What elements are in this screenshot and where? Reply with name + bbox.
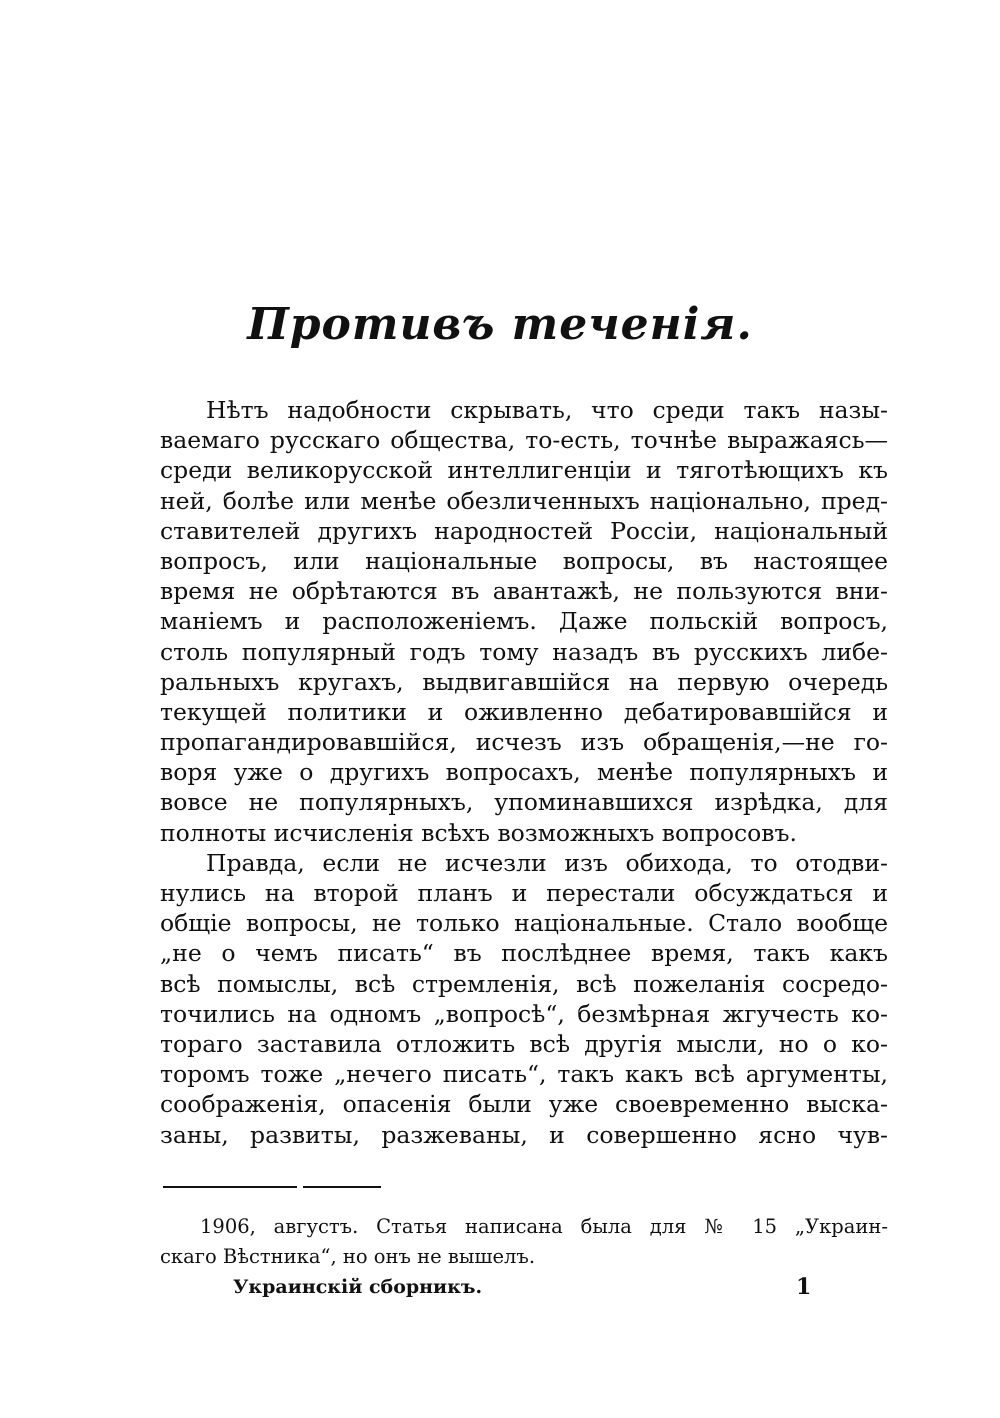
text-line: нулись на второй планъ и перестали обсуждаться и: [160, 879, 888, 907]
text-line: всѣ помыслы, всѣ стремленія, всѣ пожеланія сосредо-: [160, 969, 888, 998]
footnote: [160, 1212, 888, 1272]
text-line: полноты исчисленія всѣхъ возможныхъ вопросовъ.: [160, 818, 797, 847]
footnote-line: 1906, августъ. Статья написана была для № 15 „Украин-: [200, 1215, 888, 1238]
text-line: воря уже о другихъ вопросахъ, менѣе популярныхъ и: [160, 758, 888, 787]
text-line: ставителей другихъ народностей Россіи, національный: [160, 516, 888, 545]
text-line: время не обрѣтаются въ авантажѣ, не пользуются вни-: [160, 577, 888, 606]
text-line: соображенія, опасенія были уже своевременно выска-: [160, 1090, 888, 1119]
text-line: вовсе не популярныхъ, упоминавшихся изрѣдка, для: [160, 788, 888, 817]
text-line: ральныхъ кругахъ, выдвигавшійся на первую очередь: [160, 667, 888, 696]
footnote-line: скаго Вѣстника“, но онъ не вышелъ.: [160, 1245, 536, 1268]
chapter-title: Противъ теченія.: [247, 299, 753, 350]
text-line: столь популярный годъ тому назадъ въ русскихъ либе-: [160, 637, 888, 666]
signature-mark: Украинскій сборникъ.: [233, 1276, 483, 1298]
text-line: текущей политики и оживленно дебатировавшійся и: [160, 697, 888, 726]
text-line: Нѣтъ надобности скрывать, что среди такъ назы-: [206, 396, 888, 424]
footnote-rule: [163, 1186, 297, 1188]
text-line: среди великорусской интеллигенціи и тяготѣющихъ къ: [160, 456, 888, 485]
text-line: Правда, если не исчезли изъ обихода, то отодви-: [206, 848, 888, 877]
text-line: маніемъ и расположеніемъ. Даже польскій вопросъ,: [160, 607, 888, 636]
text-line: ваемаго русскаго общества, то-есть, точнѣе выражаясь—: [160, 426, 888, 455]
page-number: 1: [796, 1274, 812, 1300]
footnote-rule: [303, 1186, 381, 1188]
text-line: общіе вопросы, не только національные. Стало вообще: [160, 909, 888, 938]
text-line: тораго заставила отложить всѣ другія мысли, но о ко-: [160, 1029, 888, 1058]
text-line: заны, развиты, разжеваны, и совершенно ясно чув-: [160, 1120, 888, 1149]
text-line: пропагандировавшійся, исчезъ изъ обращенія,—не го-: [160, 728, 888, 757]
text-line: ней, болѣе или менѣе обезличенныхъ національно, пред-: [160, 486, 888, 515]
body-text: [160, 395, 888, 1150]
text-line: точились на одномъ „вопросѣ“, безмѣрная жгучесть ко-: [160, 999, 888, 1028]
text-line: „не о чемъ писать“ въ послѣднее время, такъ какъ: [160, 939, 888, 968]
text-line: торомъ тоже „нечего писать“, такъ какъ всѣ аргументы,: [160, 1060, 888, 1089]
text-line: вопросъ, или національные вопросы, въ настоящее: [160, 546, 888, 575]
